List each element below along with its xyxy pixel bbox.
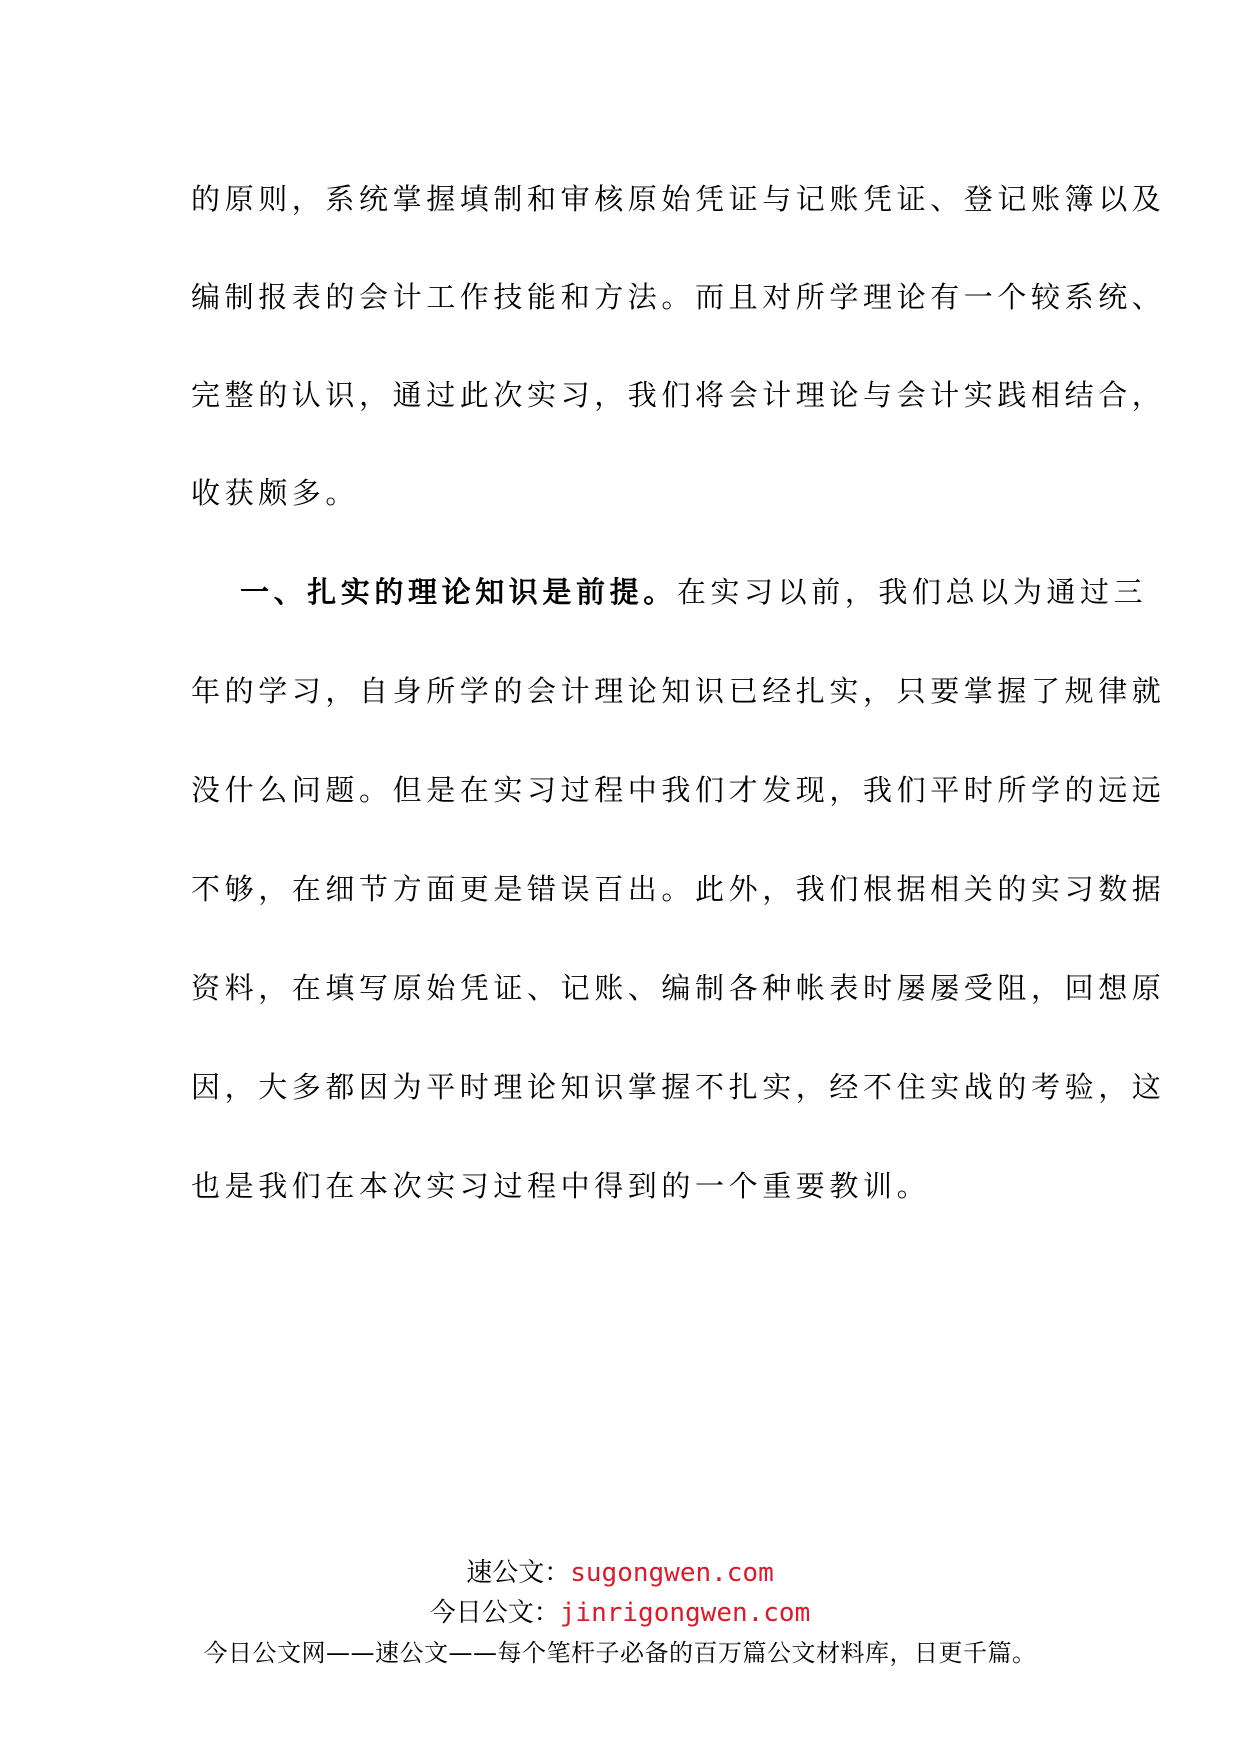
footer-site1 xyxy=(0,1556,1240,1590)
paragraph-line: 年的学习，自身所学的会计理论知识已经扎实，只要掌握了规律就 xyxy=(191,674,1166,708)
paragraph-line: 的原则，系统掌握填制和审核原始凭证与记账凭证、登记账簿以及 xyxy=(191,182,1166,216)
section-first-line-text: 在实习以前，我们总以为通过三 xyxy=(676,575,1148,609)
paragraph-line: 因，大多都因为平时理论知识掌握不扎实，经不住实战的考验，这 xyxy=(191,1070,1166,1104)
footer-site1-link[interactable]: sugongwen.com xyxy=(570,1558,774,1588)
footer-slogan: 今日公文网——速公文——每个笔杆子必备的百万篇公文材料库，日更千篇。 xyxy=(203,1639,1037,1667)
paragraph-line: 没什么问题。但是在实习过程中我们才发现，我们平时所学的远远 xyxy=(191,773,1166,807)
footer-site2-link[interactable]: jinrigongwen.com xyxy=(559,1598,811,1628)
paragraph-line: 不够，在细节方面更是错误百出。此外，我们根据相关的实习数据 xyxy=(191,872,1166,906)
section-first-line xyxy=(240,572,1148,612)
paragraph-line: 也是我们在本次实习过程中得到的一个重要教训。 xyxy=(191,1169,931,1203)
section-heading: 一、扎实的理论知识是前提。 xyxy=(240,575,677,609)
paragraph-line: 收获颇多。 xyxy=(191,476,360,510)
footer-site2-label: 今日公文： xyxy=(429,1598,560,1628)
footer-site1-label: 速公文： xyxy=(466,1558,571,1588)
paragraph-line: 资料，在填写原始凭证、记账、编制各种帐表时屡屡受阻，回想原 xyxy=(191,971,1166,1005)
footer-site2 xyxy=(0,1596,1240,1630)
paragraph-line: 完整的认识，通过此次实习，我们将会计理论与会计实践相结合， xyxy=(191,378,1166,412)
paragraph-line: 编制报表的会计工作技能和方法。而且对所学理论有一个较系统、 xyxy=(191,280,1166,314)
